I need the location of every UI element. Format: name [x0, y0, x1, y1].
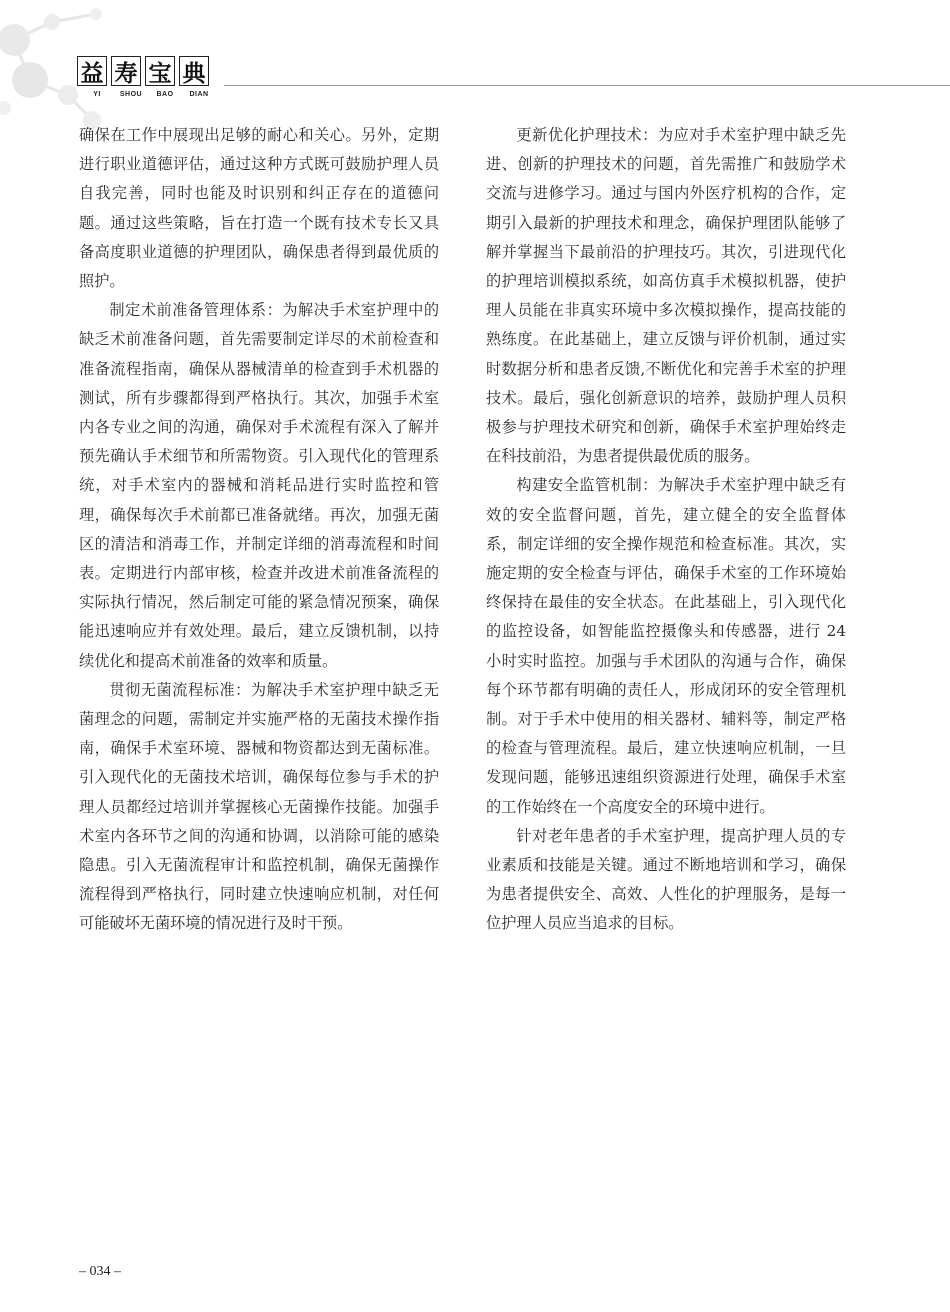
pinyin-1: YI: [93, 91, 101, 98]
pinyin-2: SHOU: [119, 91, 143, 98]
paragraph: 确保在工作中展现出足够的耐心和关心。另外，定期进行职业道德评估，通过这种方式既可鼓励护理人员自我完善，同时也能及时识别和纠正存在的道德问题。通过这些策略，旨在打造一个既有技术专长又具备高度职业道德的护理团队，确保患者得到最优质的照护。: [79, 126, 439, 291]
right-column: [486, 121, 846, 939]
page-number: – 034 –: [79, 1264, 121, 1279]
paragraph: 制定术前准备管理体系：为解决手术室护理中的缺乏术前准备问题，首先需要制定详尽的术前检查和准备流程指南，确保从器械清单的检查到手术机器的测试，所有步骤都得到严格执行。其次，加强手术室内各专业之间的沟通，确保对手术流程有深入了解并预先确认手术细节和所需物资。引入现代化的管理系统，对手术室内的器械和消耗品进行实时监控和管理，确保每次手术前都已准备就绪。再次，加强无菌区的清洁和消毒工作，并制定详细的消毒流程和时间表。定期进行内部审核，检查并改进术前准备流程的实际执行情况，然后制定可能的紧急情况预案，确保能迅速响应并有效处理。最后，建立反馈机制，以持续优化和提高术前准备的效率和质量。: [79, 301, 439, 670]
left-column: [79, 121, 439, 939]
paragraph: 贯彻无菌流程标准：为解决手术室护理中缺乏无菌理念的问题，需制定并实施严格的无菌技术操作指南，确保手术室环境、器械和物资都达到无菌标准。引入现代化的无菌技术培训，确保每位参与手术的护理人员都经过培训并掌握核心无菌操作技能。加强手术室内各环节之间的沟通和协调，以消除可能的感染隐患。引入无菌流程审计和监控机制，确保无菌操作流程得到严格执行，同时建立快速响应机制，对任何可能破坏无菌环境的情况进行及时干预。: [79, 680, 439, 933]
header-divider: [224, 85, 950, 86]
paragraph: 更新优化护理技术：为应对手术室护理中缺乏先进、创新的护理技术的问题，首先需推广和鼓励学术交流与进修学习。通过与国内外医疗机构的合作，定期引入最新的护理技术和理念，确保护理团队能够了解并掌握当下最前沿的护理技巧。其次，引进现代化的护理培训模拟系统，如高仿真手术模拟机器，使护理人员能在非真实环境中多次模拟操作，提高技能的熟练度。在此基础上，建立反馈与评价机制，通过实时数据分析和患者反馈,不断优化和完善手术室的护理技术。最后，强化创新意识的培养，鼓励护理人员积极参与护理技术研究和创新，确保手术室护理始终走在科技前沿，为患者提供最优质的服务。: [486, 126, 846, 466]
paragraph: 针对老年患者的手术室护理，提高护理人员的专业素质和技能是关键。通过不断地培训和学习，确保为患者提供安全、高效、人性化的护理服务，是每一位护理人员应当追求的目标。: [486, 826, 846, 933]
paragraph: 构建安全监管机制：为解决手术室护理中缺乏有效的安全监督问题，首先，建立健全的安全监督体系，制定详细的安全操作规范和检查标准。其次，实施定期的安全检查与评估，确保手术室的工作环境始终保持在最佳的安全状态。在此基础上，引入现代化的监控设备，如智能监控摄像头和传感器，进行 24 小时实时监控。加强与手术团队的沟通与合作，确保每个环节都有明确的责任人，形成闭环的安全管理机制。对于手术中使用的相关器材、辅料等，制定严格的检查与管理流程。最后，建立快速响应机制，一旦发现问题，能够迅速组织资源进行处理，确保手术室的工作始终在一个高度安全的环境中进行。: [486, 476, 846, 816]
brand-pinyin: [80, 91, 216, 98]
pinyin-3: BAO: [156, 91, 174, 98]
brand-char-4: 典: [179, 56, 209, 86]
brand-char-2: 寿: [111, 56, 141, 86]
brand-char-3: 宝: [145, 56, 175, 86]
magazine-brand: [77, 56, 209, 86]
brand-char-1: 益: [77, 56, 107, 86]
pinyin-4: DIAN: [189, 91, 209, 98]
